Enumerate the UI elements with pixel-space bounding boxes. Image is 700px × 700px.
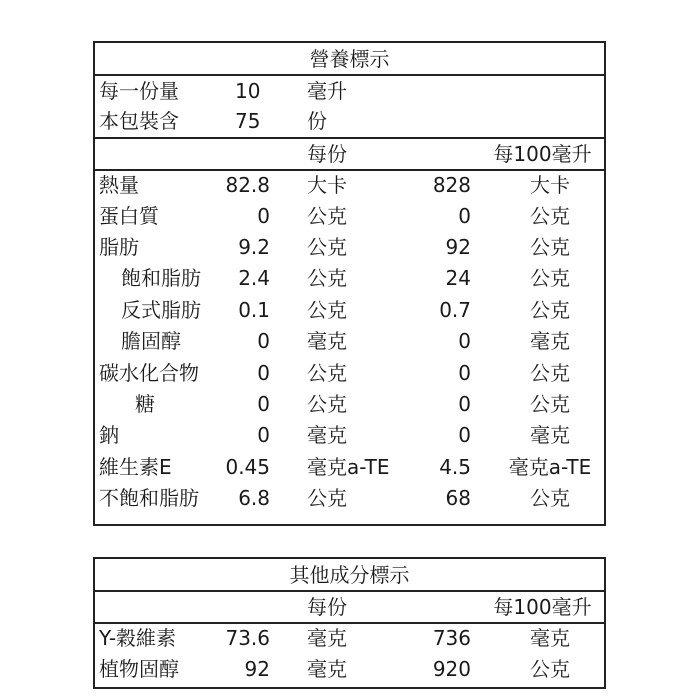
per-serving-value: 0.45 [225, 454, 270, 479]
other-title-row [95, 559, 604, 590]
ingredient-name: Y-穀維素 [99, 626, 177, 651]
per-100ml-unit: 毫克 [530, 423, 570, 448]
per-100ml-unit: 毫克 [530, 626, 570, 651]
nutrient-row [95, 169, 604, 200]
servings-per-package-value: 75 [235, 109, 261, 134]
per-100ml-value: 920 [432, 656, 471, 681]
per-serving-unit: 毫克 [307, 626, 347, 651]
per-serving-unit: 公克 [307, 235, 347, 260]
per-100ml-unit: 毫克 [530, 329, 570, 354]
per-100ml-unit: 毫克a-TE [508, 454, 592, 479]
servings-per-package-row [95, 106, 604, 137]
nutrient-name: 蛋白質 [99, 203, 159, 228]
nutrient-name: 膽固醇 [121, 329, 181, 354]
per-serving-unit: 公克 [307, 360, 347, 385]
per-serving-value: 82.8 [225, 173, 270, 198]
per-100ml-unit: 大卡 [530, 173, 570, 198]
per-100ml-value: 0.7 [439, 297, 471, 322]
nutrient-name: 熱量 [99, 173, 139, 198]
nutrition-facts-table [93, 41, 606, 526]
per-serving-value: 0 [257, 423, 270, 448]
per-100ml-unit: 公克 [530, 266, 570, 291]
nutrient-name: 反式脂肪 [121, 297, 201, 322]
per-serving-value: 0.1 [238, 297, 270, 322]
per-serving-unit: 公克 [307, 203, 347, 228]
per-100ml-unit: 公克 [530, 656, 570, 681]
other-title: 其他成分標示 [289, 562, 410, 587]
nutrient-row [95, 231, 604, 262]
per-serving-unit: 毫克 [307, 656, 347, 681]
nutrient-row [95, 294, 604, 325]
per-100ml-unit: 公克 [530, 297, 570, 322]
ingredient-name: 植物固醇 [99, 656, 179, 681]
nutrient-name: 碳水化合物 [99, 360, 199, 385]
per-serving-value: 6.8 [238, 486, 270, 511]
per-100ml-unit: 公克 [530, 203, 570, 228]
per-100ml-value: 0 [458, 203, 471, 228]
nutrient-row [95, 451, 604, 482]
ingredient-row [95, 653, 604, 684]
per-100ml-value: 0 [458, 391, 471, 416]
nutrient-row [95, 388, 604, 419]
per-serving-value: 2.4 [238, 266, 270, 291]
per-serving-value: 9.2 [238, 235, 270, 260]
nutrient-row [95, 420, 604, 451]
per-100ml-header: 每100毫升 [493, 595, 592, 620]
per-serving-unit: 公克 [307, 486, 347, 511]
serving-size-unit: 毫升 [307, 79, 347, 104]
per-serving-value: 92 [244, 656, 270, 681]
per-100ml-value: 0 [458, 360, 471, 385]
nutrient-row [95, 357, 604, 388]
per-serving-value: 0 [257, 360, 270, 385]
other-column-header-row [95, 590, 604, 621]
per-serving-value: 0 [257, 203, 270, 228]
per-serving-value: 73.6 [225, 626, 270, 651]
serving-size-label: 每一份量 [99, 79, 179, 104]
per-100ml-value: 736 [432, 626, 471, 651]
per-serving-value: 0 [257, 329, 270, 354]
ingredient-row [95, 622, 604, 653]
nutrient-name: 脂肪 [99, 235, 139, 260]
nutrient-name: 維生素E [99, 454, 172, 479]
nutrient-name: 糖 [135, 391, 155, 416]
per-serving-unit: 毫克a-TE [307, 454, 390, 479]
per-100ml-value: 0 [458, 329, 471, 354]
servings-per-package-unit: 份 [307, 109, 327, 134]
per-serving-unit: 毫克 [307, 423, 347, 448]
per-serving-unit: 公克 [307, 391, 347, 416]
per-100ml-value: 92 [445, 235, 471, 260]
other-ingredients-table [93, 557, 606, 689]
per-serving-unit: 毫克 [307, 329, 347, 354]
per-100ml-value: 24 [445, 266, 471, 291]
nutrient-row [95, 482, 604, 513]
serving-size-row [95, 74, 604, 105]
nutrition-title-row [95, 43, 604, 74]
per-serving-header: 每份 [307, 141, 347, 166]
nutrition-column-header-row [95, 137, 604, 168]
nutrient-name: 鈉 [99, 423, 119, 448]
per-100ml-value: 4.5 [439, 454, 471, 479]
servings-per-package-label: 本包裝含 [99, 109, 179, 134]
nutrient-row [95, 263, 604, 294]
nutrient-row [95, 200, 604, 231]
per-100ml-unit: 公克 [530, 391, 570, 416]
per-serving-unit: 公克 [307, 266, 347, 291]
nutrient-name: 飽和脂肪 [121, 266, 201, 291]
per-100ml-value: 68 [445, 486, 471, 511]
per-100ml-header: 每100毫升 [493, 141, 592, 166]
per-100ml-value: 828 [432, 173, 471, 198]
per-100ml-unit: 公克 [530, 360, 570, 385]
per-serving-header: 每份 [307, 595, 347, 620]
per-100ml-unit: 公克 [530, 235, 570, 260]
nutrition-title: 營養標示 [309, 46, 390, 71]
per-serving-value: 0 [257, 391, 270, 416]
per-serving-unit: 公克 [307, 297, 347, 322]
per-100ml-value: 0 [458, 423, 471, 448]
per-100ml-unit: 公克 [530, 486, 570, 511]
nutrient-name: 不飽和脂肪 [99, 486, 199, 511]
nutrient-row [95, 326, 604, 357]
serving-size-value: 10 [235, 79, 261, 104]
per-serving-unit: 大卡 [307, 173, 347, 198]
